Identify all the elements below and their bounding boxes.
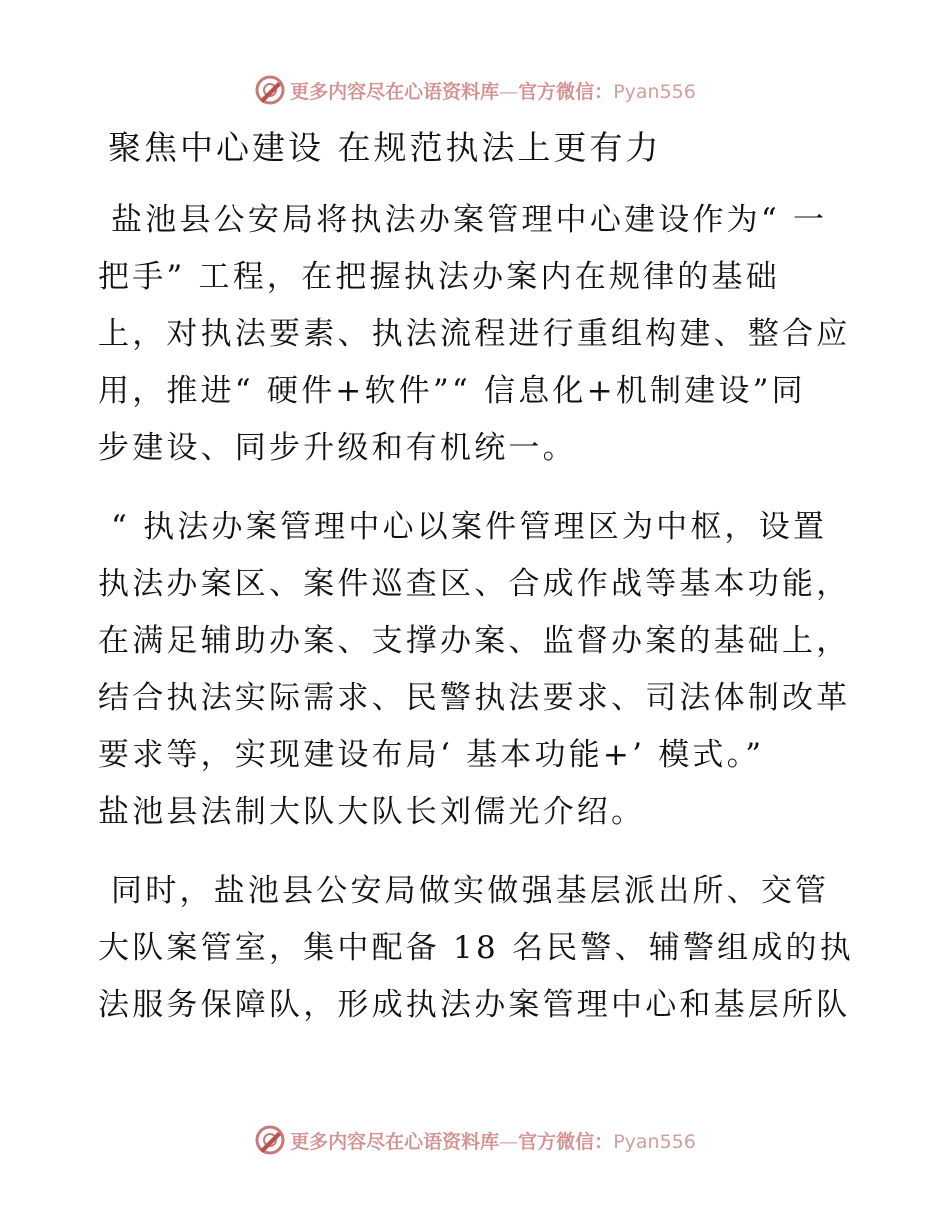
text-line: 上，对执法要素、执法流程进行重组构建、整合应 — [98, 316, 851, 352]
paragraph-gap — [98, 477, 858, 499]
text-line: 在满足辅助办案、支撑办案、监督办案的基础上， — [98, 623, 851, 659]
watermark-footer — [0, 1120, 950, 1160]
watermark-suffix: 官方微信： — [518, 80, 614, 103]
logo-icon — [254, 1124, 286, 1156]
text-line: 盐池县公安局将执法办案管理中心建设作为“ 一 — [98, 202, 828, 238]
watermark-suffix: 官方微信： — [518, 1130, 614, 1153]
text-line: 用，推进“ 硬件+软件”“ 信息化+机制建设”同 — [98, 373, 806, 409]
text-line: 要求等，实现建设布局‘ 基本功能+’ 模式。” — [98, 737, 765, 773]
document-body — [98, 192, 858, 1034]
watermark-main: 更多内容尽在心语资料库 — [290, 1130, 500, 1153]
watermark-id: Pyan556 — [613, 80, 696, 103]
watermark-text — [290, 1127, 696, 1154]
text-line: 同时，盐池县公安局做实做强基层派出所、交管 — [98, 873, 830, 909]
paragraph-1 — [98, 192, 858, 477]
watermark-header — [0, 70, 950, 110]
watermark-id: Pyan556 — [613, 1130, 696, 1153]
text-line: 大队案管室，集中配备 18 名民警、辅警组成的执 — [98, 930, 854, 966]
text-line: 执法办案区、案件巡查区、合成作战等基本功能， — [98, 566, 851, 602]
paragraph-3 — [98, 863, 858, 1034]
text-line: 把手” 工程，在把握执法办案内在规律的基础 — [98, 259, 780, 295]
paragraph-gap — [98, 841, 858, 863]
text-line: “ 执法办案管理中心以案件管理区为中枢，设置 — [98, 509, 828, 545]
watermark-main: 更多内容尽在心语资料库 — [290, 80, 500, 103]
watermark-separator: — — [499, 1130, 519, 1153]
section-title: 聚焦中心建设 在规范执法上更有力 — [108, 128, 662, 167]
logo-icon — [254, 74, 286, 106]
text-line: 结合执法实际需求、民警执法要求、司法体制改革 — [98, 680, 851, 716]
paragraph-2 — [98, 499, 858, 841]
text-line: 步建设、同步升级和有机统一。 — [98, 430, 577, 466]
watermark-separator: — — [499, 80, 519, 103]
text-line: 法服务保障队，形成执法办案管理中心和基层所队 — [98, 987, 851, 1023]
watermark-text — [290, 77, 696, 104]
text-line: 盐池县法制大队大队长刘儒光介绍。 — [98, 794, 646, 830]
